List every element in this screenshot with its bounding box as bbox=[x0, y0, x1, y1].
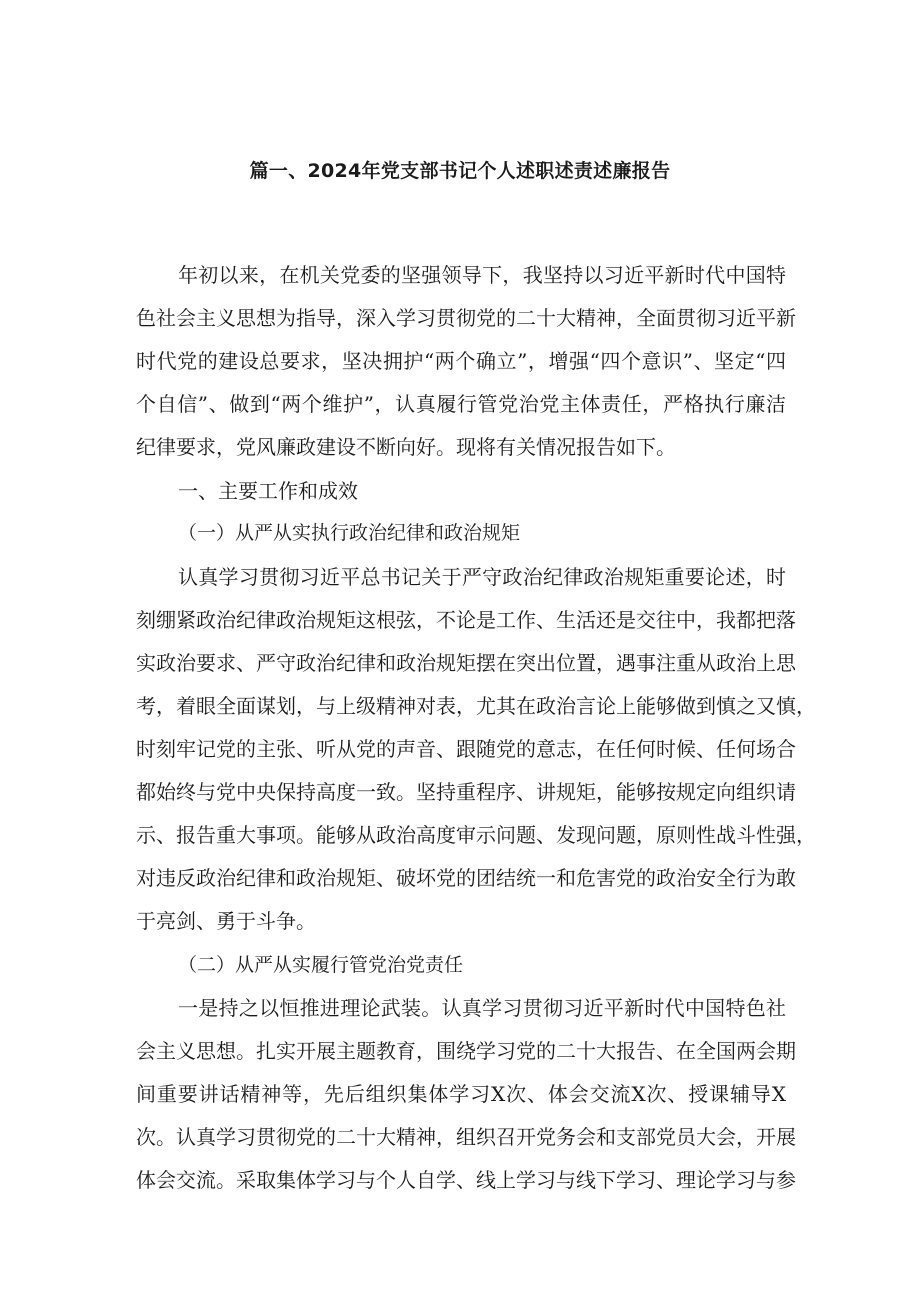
paragraph-line: 次。认真学习贯彻党的二十大精神，组织召开党务会和支部党员大会，开展 bbox=[136, 1125, 796, 1149]
paragraph-line: 间重要讲话精神等，先后组织集体学习X次、体会交流X次、授课辅导X bbox=[136, 1082, 786, 1106]
paragraph-line: 示、报告重大事项。能够从政治高度审示问题、发现问题，原则性战斗性强， bbox=[136, 823, 816, 847]
paragraph-line: 都始终与党中央保持高度一致。坚持重程序、讲规矩，能够按规定向组织请 bbox=[136, 780, 796, 804]
paragraph-line: 于亮剑、勇于斗争。 bbox=[136, 909, 316, 933]
intro-line: 纪律要求，党风廉政建设不断向好。现将有关情况报告如下。 bbox=[136, 435, 676, 459]
paragraph-line: 对违反政治纪律和政治规矩、破坏党的团结统一和危害党的政治安全行为敢 bbox=[136, 866, 796, 890]
subsection-heading: （二）从严从实履行管党治党责任 bbox=[178, 954, 464, 976]
intro-line: 时代党的建设总要求，坚决拥护“两个确立”，增强“四个意识”、坚定“四 bbox=[136, 349, 786, 373]
intro-line: 色社会主义思想为指导，深入学习贯彻党的二十大精神，全面贯彻习近平新 bbox=[136, 306, 796, 330]
document-title: 篇一、2024年党支部书记个人述职述责述廉报告 bbox=[249, 160, 671, 182]
paragraph-line: 实政治要求、严守政治纪律和政治规矩摆在突出位置，遇事注重从政治上思 bbox=[136, 651, 796, 675]
paragraph-line: 考，着眼全面谋划，与上级精神对表，尤其在政治言论上能够做到慎之又慎， bbox=[136, 694, 816, 718]
section-heading: 一、主要工作和成效 bbox=[178, 479, 358, 503]
paragraph-line: 认真学习贯彻习近平总书记关于严守政治纪律政治规矩重要论述，时 bbox=[178, 565, 786, 589]
intro-line: 年初以来，在机关党委的坚强领导下，我坚持以习近平新时代中国特 bbox=[178, 263, 786, 287]
paragraph-line: 刻绷紧政治纪律政治规矩这根弦，不论是工作、生活还是交往中，我都把落 bbox=[136, 608, 796, 632]
paragraph-line: 会主义思想。扎实开展主题教育，围绕学习党的二十大报告、在全国两会期 bbox=[136, 1039, 796, 1063]
subsection-heading: （一）从严从实执行政治纪律和政治规矩 bbox=[178, 522, 521, 544]
paragraph-line: 时刻牢记党的主张、听从党的声音、跟随党的意志，在任何时候、任何场合 bbox=[136, 737, 796, 761]
paragraph-line: 一是持之以恒推进理论武装。认真学习贯彻习近平新时代中国特色社 bbox=[178, 996, 786, 1020]
intro-line: 个自信”、做到“两个维护”，认真履行管党治党主体责任，严格执行廉洁 bbox=[136, 392, 786, 416]
paragraph-line: 体会交流。采取集体学习与个人自学、线上学习与线下学习、理论学习与参 bbox=[136, 1168, 796, 1192]
